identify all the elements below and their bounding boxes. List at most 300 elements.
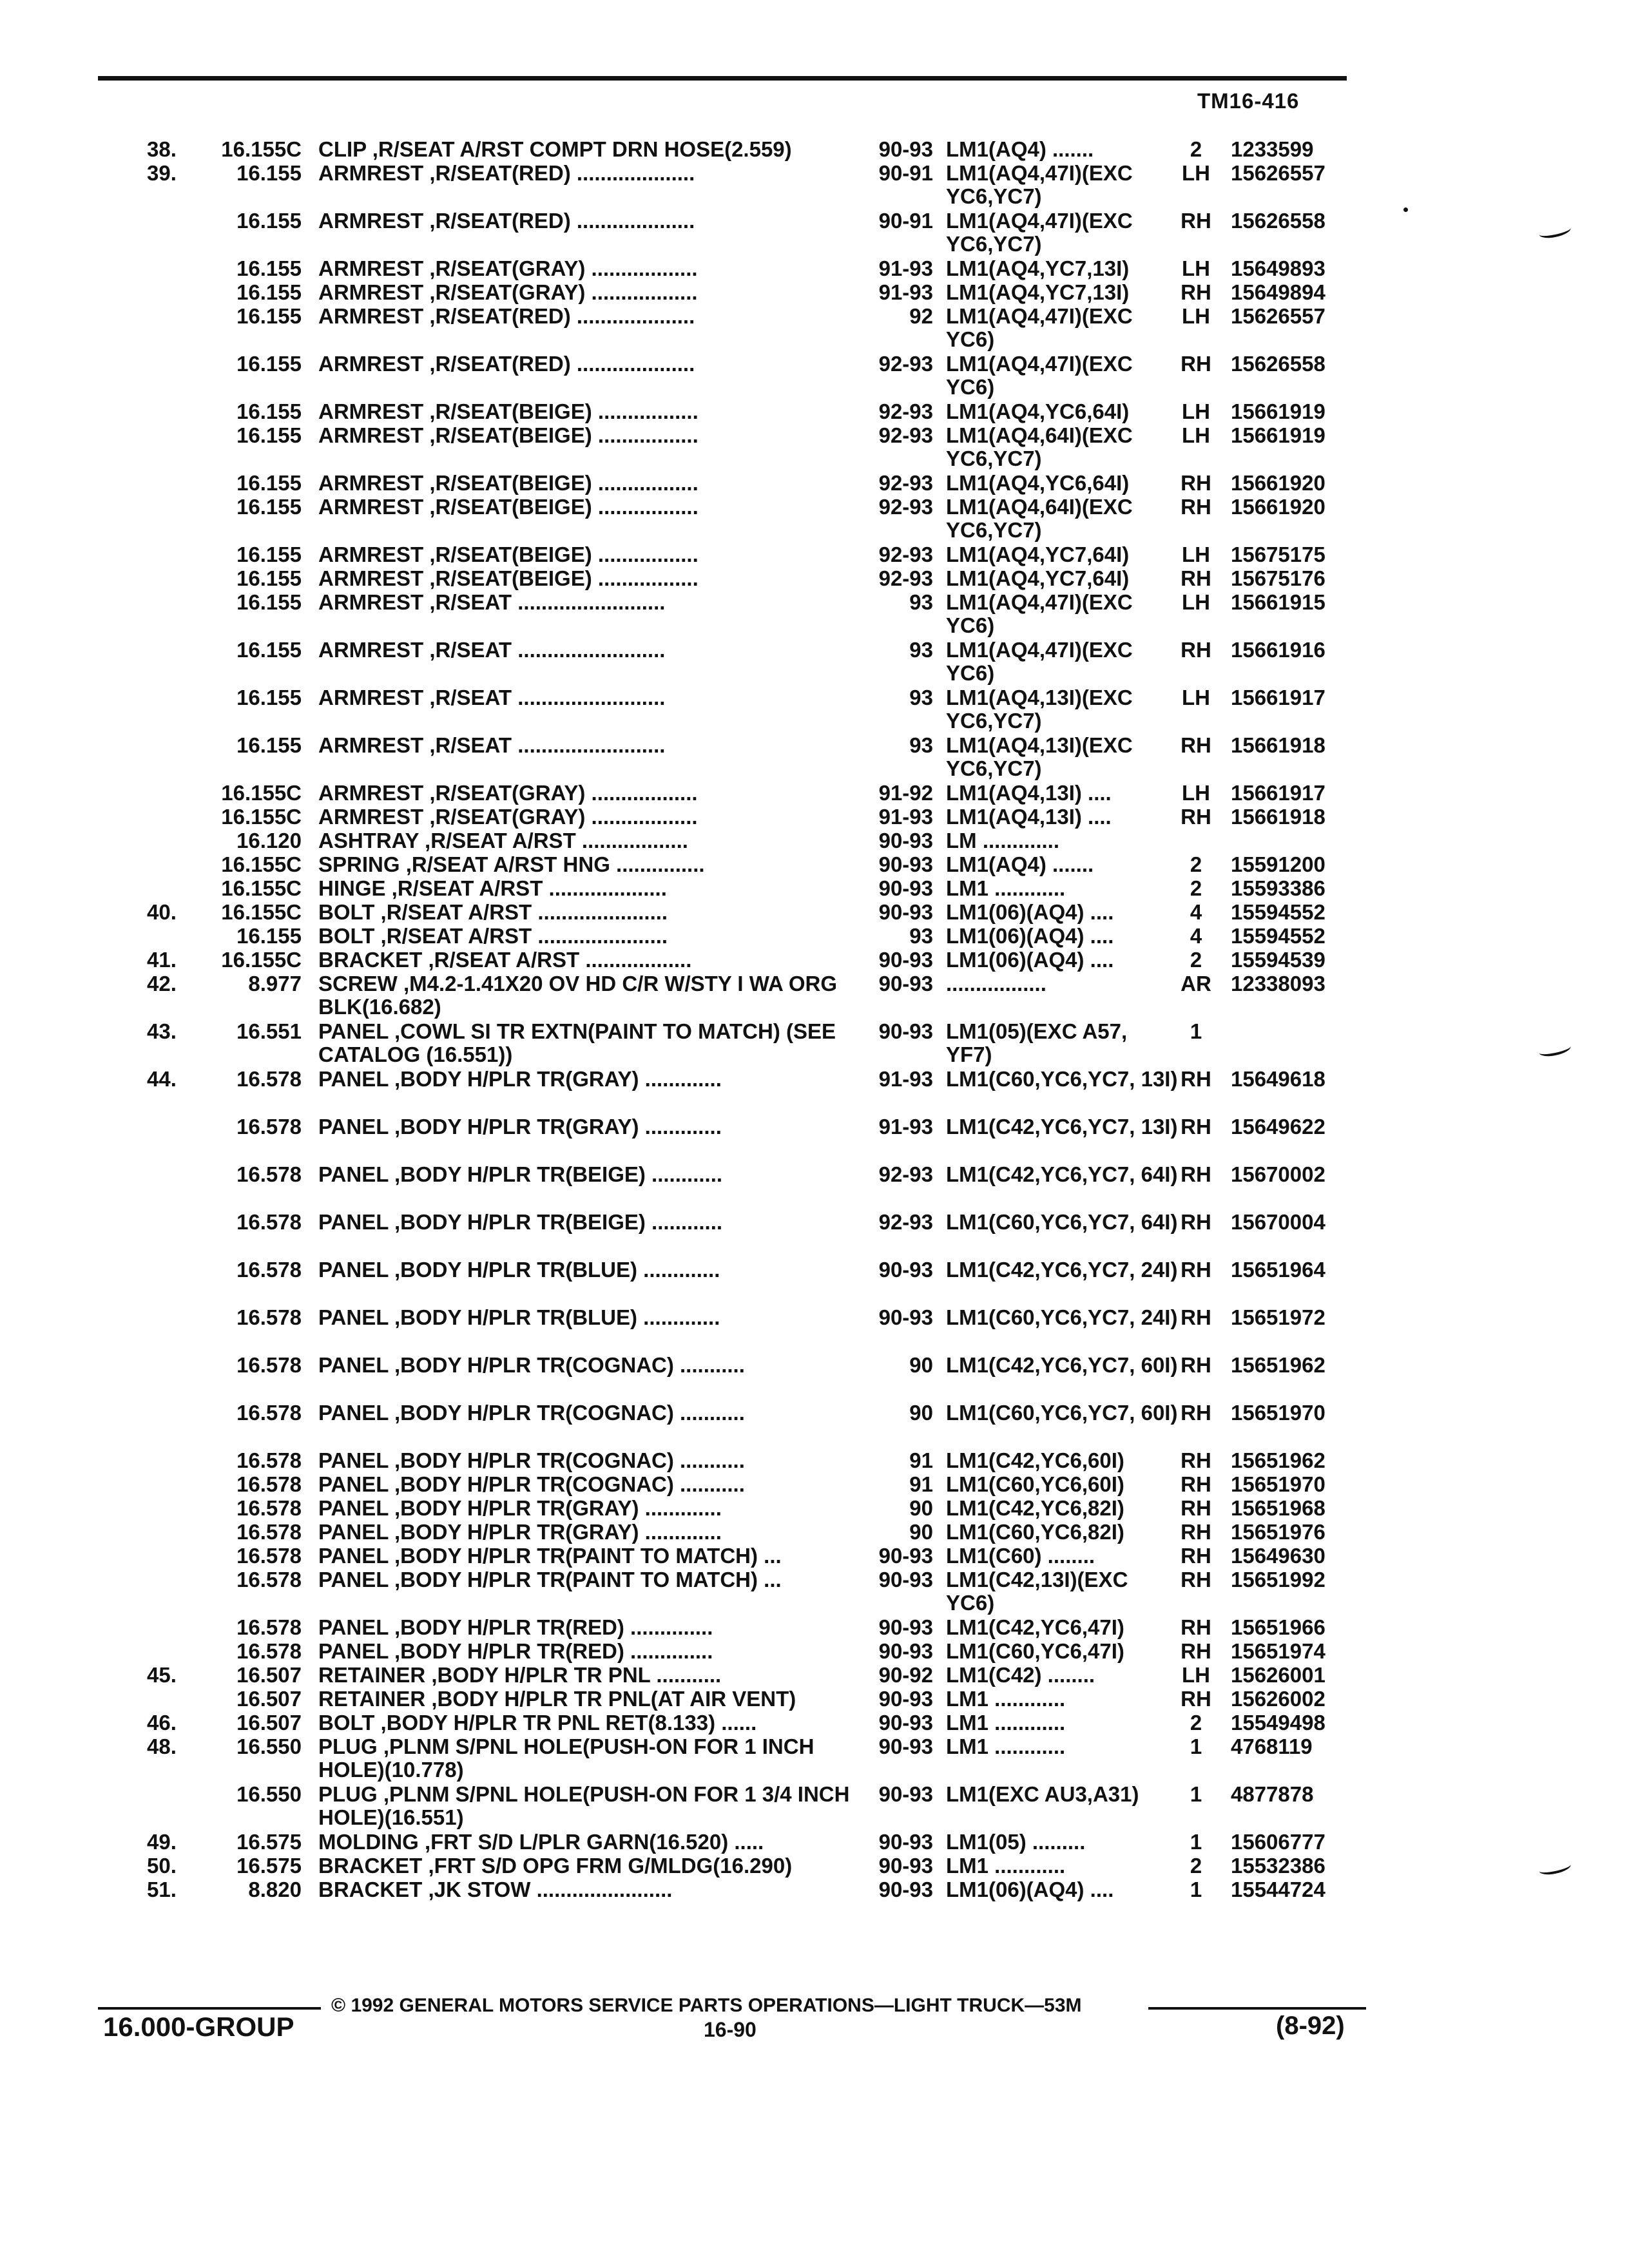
- part-number: 15649894: [1231, 280, 1325, 304]
- table-row: [0, 877, 1629, 901]
- part-description: PANEL ,BODY H/PLR TR(RED) ..............: [318, 1616, 713, 1639]
- table-row: [0, 1854, 1629, 1878]
- model-years: 90-93: [878, 948, 933, 972]
- ref-number: 51.: [147, 1878, 177, 1901]
- footer-rule-right: [1148, 2007, 1366, 2010]
- part-description: ASHTRAY ,R/SEAT A/RST ..................: [318, 829, 688, 852]
- ref-number: 50.: [147, 1854, 177, 1878]
- model-usage: LM1(AQ4,YC6,64I): [946, 399, 1130, 423]
- part-number: 15651964: [1231, 1258, 1325, 1282]
- model-usage: LM1(AQ4,13I)(EXC YC6,YC7): [946, 686, 1133, 733]
- table-row: [0, 639, 1629, 686]
- table-row: [0, 257, 1629, 281]
- ref-number: 40.: [147, 900, 177, 924]
- quantity: RH: [1181, 1544, 1211, 1568]
- part-number: 15651968: [1231, 1496, 1325, 1520]
- part-description: ARMREST ,R/SEAT .........................: [318, 734, 666, 757]
- model-usage: LM1(C42,YC6,YC7, 64I): [946, 1162, 1178, 1186]
- model-usage: LM1(AQ4,YC7,13I): [946, 280, 1130, 304]
- part-description: PANEL ,BODY H/PLR TR(RED) ..............: [318, 1640, 713, 1663]
- model-years: 90-93: [878, 137, 933, 161]
- model-usage: LM1(06)(AQ4) ....: [946, 1878, 1114, 1901]
- part-number: 15626001: [1231, 1663, 1325, 1687]
- model-usage: LM1 ............: [946, 1735, 1066, 1758]
- ref-number: 41.: [147, 948, 177, 972]
- model-usage: LM1(C60,YC6,YC7, 64I): [946, 1210, 1178, 1234]
- part-number: 15626557: [1231, 161, 1325, 185]
- part-number: 4877878: [1231, 1782, 1314, 1806]
- quantity: 4: [1190, 924, 1202, 948]
- group-number: 16.155: [236, 686, 302, 709]
- table-row: [0, 925, 1629, 948]
- part-number: 15649630: [1231, 1544, 1325, 1568]
- group-number: 16.578: [236, 1305, 302, 1329]
- part-number: 15661917: [1231, 686, 1325, 709]
- part-description: ARMREST ,R/SEAT(GRAY) ..................: [318, 805, 698, 829]
- model-usage: LM1(AQ4,YC6,64I): [946, 471, 1130, 495]
- model-usage: LM1(AQ4,YC7,13I): [946, 256, 1130, 280]
- quantity: RH: [1181, 566, 1211, 590]
- model-years: 93: [909, 686, 933, 709]
- model-years: 90-93: [878, 1878, 933, 1901]
- quantity: RH: [1181, 352, 1211, 376]
- table-row: [0, 1449, 1629, 1473]
- model-years: 91: [909, 1448, 933, 1472]
- part-description: SPRING ,R/SEAT A/RST HNG ...............: [318, 853, 705, 876]
- table-row: [0, 1401, 1629, 1449]
- quantity: 2: [1190, 948, 1202, 972]
- group-number: 16.155: [236, 280, 302, 304]
- model-usage: LM1(AQ4,13I)(EXC YC6,YC7): [946, 733, 1133, 780]
- part-number: 15661918: [1231, 733, 1325, 757]
- part-number: 1233599: [1231, 137, 1314, 161]
- part-description: ARMREST ,R/SEAT(GRAY) ..................: [318, 782, 698, 805]
- part-description: PANEL ,BODY H/PLR TR(BLUE) .............: [318, 1306, 720, 1329]
- part-number: 15661920: [1231, 471, 1325, 495]
- group-number: 16.578: [236, 1520, 302, 1544]
- model-usage: LM1 ............: [946, 1687, 1066, 1711]
- model-usage: LM1(C60,YC6,47I): [946, 1639, 1124, 1663]
- quantity: RH: [1181, 209, 1211, 233]
- part-description: PANEL ,BODY H/PLR TR(PAINT TO MATCH) ...: [318, 1568, 782, 1591]
- group-number: 16.155: [236, 256, 302, 280]
- model-usage: LM1(AQ4,47I)(EXC YC6): [946, 352, 1133, 399]
- model-usage: LM1(AQ4,47I)(EXC YC6,YC7): [946, 161, 1133, 208]
- quantity: RH: [1181, 1639, 1211, 1663]
- part-description: ARMREST ,R/SEAT(BEIGE) .................: [318, 495, 699, 519]
- table-row: [0, 352, 1629, 400]
- part-description: CLIP ,R/SEAT A/RST COMPT DRN HOSE(2.559): [318, 138, 792, 161]
- model-years: 90-93: [878, 1258, 933, 1282]
- part-description: PANEL ,BODY H/PLR TR(GRAY) .............: [318, 1115, 722, 1139]
- table-row: [0, 972, 1629, 1020]
- model-usage: LM1(C60,YC6,YC7, 24I): [946, 1305, 1178, 1329]
- model-years: 90-93: [878, 972, 933, 995]
- quantity: RH: [1181, 1353, 1211, 1377]
- part-description: BOLT ,R/SEAT A/RST ......................: [318, 901, 668, 924]
- table-row: [0, 472, 1629, 495]
- model-usage: LM1(AQ4) .......: [946, 137, 1094, 161]
- part-description: ARMREST ,R/SEAT(BEIGE) .................: [318, 400, 699, 423]
- group-number: 16.155: [236, 495, 302, 519]
- model-usage: LM1(C42,YC6,YC7, 60I): [946, 1353, 1178, 1377]
- table-row: [0, 138, 1629, 162]
- model-years: 90-93: [878, 1854, 933, 1878]
- quantity: AR: [1181, 972, 1211, 995]
- model-usage: LM1(AQ4,47I)(EXC YC6,YC7): [946, 209, 1133, 256]
- model-years: 92-93: [878, 399, 933, 423]
- model-years: 90-93: [878, 1568, 933, 1591]
- part-description: ARMREST ,R/SEAT(RED) ....................: [318, 209, 695, 233]
- part-number: 15549498: [1231, 1711, 1325, 1735]
- model-usage: LM1(C42) ........: [946, 1663, 1095, 1687]
- part-number: 15606777: [1231, 1830, 1325, 1854]
- copyright-text: © 1992 GENERAL MOTORS SERVICE PARTS OPERATIONS—LIGHT TRUCK—53M: [331, 1995, 1082, 2016]
- model-years: 90-93: [878, 829, 933, 852]
- quantity: RH: [1181, 1520, 1211, 1544]
- table-row: [0, 567, 1629, 591]
- model-years: 90-93: [878, 1782, 933, 1806]
- table-row: [0, 1306, 1629, 1354]
- table-row: [0, 1068, 1629, 1115]
- parts-table: [0, 138, 1629, 1902]
- model-usage: LM1(AQ4,YC7,64I): [946, 543, 1130, 566]
- model-usage: LM1(06)(AQ4) ....: [946, 924, 1114, 948]
- model-usage: LM1(05)(EXC A57, YF7): [946, 1019, 1128, 1066]
- part-number: 15591200: [1231, 852, 1325, 876]
- group-label: 16.000-GROUP: [103, 2012, 294, 2042]
- group-number: 16.578: [236, 1639, 302, 1663]
- model-years: 90-93: [878, 1019, 933, 1043]
- document-id: TM16-416: [1197, 89, 1300, 113]
- part-number: 15670004: [1231, 1210, 1325, 1234]
- ref-number: 46.: [147, 1711, 177, 1735]
- model-usage: LM1(C60,YC6,YC7, 60I): [946, 1401, 1178, 1425]
- ref-number: 43.: [147, 1019, 177, 1043]
- model-years: 90-93: [878, 1830, 933, 1854]
- model-usage: LM1(C42,YC6,82I): [946, 1496, 1124, 1520]
- part-description: ARMREST ,R/SEAT(GRAY) ..................: [318, 257, 698, 280]
- model-usage: LM1(AQ4,13I) ....: [946, 805, 1112, 829]
- part-number: 15649618: [1231, 1067, 1325, 1091]
- page-number: 16-90: [704, 2018, 757, 2041]
- group-number: 16.155C: [221, 852, 302, 876]
- table-row: [0, 1473, 1629, 1497]
- model-years: 90-93: [878, 1639, 933, 1663]
- model-usage: LM1(C42,YC6,YC7, 24I): [946, 1258, 1178, 1282]
- group-number: 16.578: [236, 1496, 302, 1520]
- part-number: 15661920: [1231, 495, 1325, 519]
- model-years: 93: [909, 590, 933, 614]
- model-usage: LM1(AQ4,47I)(EXC YC6): [946, 590, 1133, 637]
- quantity: RH: [1181, 638, 1211, 662]
- table-row: [0, 686, 1629, 734]
- table-row: [0, 853, 1629, 877]
- quantity: RH: [1181, 1472, 1211, 1496]
- model-years: 90: [909, 1401, 933, 1425]
- model-years: 91-92: [878, 781, 933, 805]
- group-number: 16.155C: [221, 137, 302, 161]
- quantity: 1: [1190, 1830, 1202, 1854]
- group-number: 16.155C: [221, 876, 302, 900]
- part-number: 15649893: [1231, 256, 1325, 280]
- table-row: [0, 1831, 1629, 1854]
- part-number: 15594539: [1231, 948, 1325, 972]
- group-number: 16.550: [236, 1735, 302, 1758]
- model-years: 91-93: [878, 805, 933, 829]
- group-number: 16.578: [236, 1568, 302, 1591]
- quantity: LH: [1182, 1663, 1210, 1687]
- table-row: [0, 400, 1629, 424]
- quantity: RH: [1181, 1615, 1211, 1639]
- part-description: ARMREST ,R/SEAT(RED) ....................: [318, 162, 695, 185]
- revision-date: (8-92): [1276, 2012, 1345, 2040]
- model-years: 90-93: [878, 1711, 933, 1735]
- quantity: LH: [1182, 590, 1210, 614]
- quantity: RH: [1181, 1496, 1211, 1520]
- quantity: RH: [1181, 1258, 1211, 1282]
- top-rule: [98, 76, 1347, 81]
- model-usage: .................: [946, 972, 1046, 995]
- model-years: 93: [909, 924, 933, 948]
- group-number: 16.578: [236, 1353, 302, 1377]
- table-row: [0, 829, 1629, 853]
- table-row: [0, 1544, 1629, 1568]
- quantity: 2: [1190, 1711, 1202, 1735]
- quantity: RH: [1181, 1401, 1211, 1425]
- group-number: 16.155: [236, 733, 302, 757]
- part-number: 15626557: [1231, 304, 1325, 328]
- quantity: RH: [1181, 1115, 1211, 1139]
- group-number: 16.155: [236, 566, 302, 590]
- model-usage: LM1 ............: [946, 876, 1066, 900]
- quantity: 2: [1190, 852, 1202, 876]
- part-number: 15593386: [1231, 876, 1325, 900]
- group-number: 16.551: [236, 1019, 302, 1043]
- group-number: 16.155: [236, 590, 302, 614]
- part-description: PANEL ,BODY H/PLR TR(COGNAC) ...........: [318, 1354, 745, 1377]
- part-description: ARMREST ,R/SEAT(BEIGE) .................: [318, 472, 699, 495]
- part-description: RETAINER ,BODY H/PLR TR PNL ...........: [318, 1664, 722, 1687]
- group-number: 16.155C: [221, 900, 302, 924]
- model-usage: LM1(C42,13I)(EXC YC6): [946, 1568, 1128, 1615]
- model-years: 92-93: [878, 423, 933, 447]
- footer-rule-left: [98, 2007, 321, 2010]
- ref-number: 44.: [147, 1067, 177, 1091]
- part-description: ARMREST ,R/SEAT .........................: [318, 639, 666, 662]
- quantity: RH: [1181, 1448, 1211, 1472]
- group-number: 16.155: [236, 471, 302, 495]
- part-number: 15651970: [1231, 1401, 1325, 1425]
- part-number: 15651962: [1231, 1448, 1325, 1472]
- model-years: 90-93: [878, 876, 933, 900]
- part-description: BRACKET ,FRT S/D OPG FRM G/MLDG(16.290): [318, 1854, 793, 1878]
- table-row: [0, 495, 1629, 543]
- group-number: 16.120: [236, 829, 302, 852]
- table-row: [0, 305, 1629, 352]
- part-number: 15651974: [1231, 1639, 1325, 1663]
- group-number: 8.820: [248, 1878, 302, 1901]
- group-number: 16.507: [236, 1711, 302, 1735]
- part-number: 15626558: [1231, 209, 1325, 233]
- table-row: [0, 1163, 1629, 1211]
- table-row: [0, 1783, 1629, 1831]
- part-description: PANEL ,BODY H/PLR TR(GRAY) .............: [318, 1497, 722, 1520]
- model-years: 90: [909, 1353, 933, 1377]
- table-row: [0, 1020, 1629, 1068]
- part-number: 15661918: [1231, 805, 1325, 829]
- ref-number: 38.: [147, 137, 177, 161]
- model-years: 91-93: [878, 280, 933, 304]
- group-number: 16.155C: [221, 781, 302, 805]
- table-row: [0, 948, 1629, 972]
- model-years: 90-91: [878, 161, 933, 185]
- model-years: 92: [909, 304, 933, 328]
- model-usage: LM1(C42,YC6,47I): [946, 1615, 1124, 1639]
- part-number: 15661919: [1231, 423, 1325, 447]
- quantity: 2: [1190, 876, 1202, 900]
- part-description: MOLDING ,FRT S/D L/PLR GARN(16.520) .....: [318, 1831, 764, 1854]
- quantity: RH: [1181, 733, 1211, 757]
- model-usage: LM1(C60,YC6,60I): [946, 1472, 1124, 1496]
- group-number: 16.155: [236, 638, 302, 662]
- model-usage: LM1(AQ4) .......: [946, 852, 1094, 876]
- table-row: [0, 782, 1629, 805]
- group-number: 16.578: [236, 1615, 302, 1639]
- part-description: PLUG ,PLNM S/PNL HOLE(PUSH-ON FOR 1 INCH HOLE)(10.778): [318, 1735, 815, 1782]
- quantity: LH: [1182, 399, 1210, 423]
- table-row: [0, 901, 1629, 925]
- quantity: 1: [1190, 1878, 1202, 1901]
- group-number: 16.155: [236, 399, 302, 423]
- quantity: LH: [1182, 781, 1210, 805]
- part-number: 15651962: [1231, 1353, 1325, 1377]
- table-row: [0, 1640, 1629, 1664]
- table-row: [0, 424, 1629, 472]
- model-usage: LM1(05) .........: [946, 1830, 1086, 1854]
- part-description: ARMREST ,R/SEAT .........................: [318, 591, 666, 614]
- part-description: SCREW ,M4.2-1.41X20 OV HD C/R W/STY I WA ORG BLK(16.682): [318, 972, 837, 1019]
- table-row: [0, 1664, 1629, 1687]
- model-years: 93: [909, 638, 933, 662]
- group-number: 16.578: [236, 1448, 302, 1472]
- model-years: 91-93: [878, 1067, 933, 1091]
- table-row: [0, 805, 1629, 829]
- quantity: 1: [1190, 1735, 1202, 1758]
- model-years: 90: [909, 1520, 933, 1544]
- model-years: 93: [909, 733, 933, 757]
- group-number: 16.507: [236, 1687, 302, 1711]
- model-years: 91: [909, 1472, 933, 1496]
- table-row: [0, 1258, 1629, 1306]
- model-years: 92-93: [878, 352, 933, 376]
- model-usage: LM1(C60,YC6,82I): [946, 1520, 1124, 1544]
- model-usage: LM1(AQ4,13I) ....: [946, 781, 1112, 805]
- ref-number: 42.: [147, 972, 177, 995]
- part-description: PANEL ,COWL SI TR EXTN(PAINT TO MATCH) (SEE CATALOG (16.551)): [318, 1020, 836, 1066]
- part-description: ARMREST ,R/SEAT(BEIGE) .................: [318, 543, 699, 566]
- part-description: HINGE ,R/SEAT A/RST ....................: [318, 877, 667, 900]
- group-number: 16.578: [236, 1115, 302, 1139]
- group-number: 16.578: [236, 1258, 302, 1282]
- part-number: 15626558: [1231, 352, 1325, 376]
- part-number: 15651970: [1231, 1472, 1325, 1496]
- part-number: 15649622: [1231, 1115, 1325, 1139]
- part-description: ARMREST ,R/SEAT(BEIGE) .................: [318, 424, 699, 447]
- model-years: 90-93: [878, 1687, 933, 1711]
- model-usage: LM1(AQ4,64I)(EXC YC6,YC7): [946, 495, 1133, 542]
- model-usage: LM1(C60) ........: [946, 1544, 1095, 1568]
- table-row: [0, 1521, 1629, 1544]
- quantity: RH: [1181, 805, 1211, 829]
- table-row: [0, 1115, 1629, 1163]
- model-usage: LM1(C42,YC6,60I): [946, 1448, 1124, 1472]
- part-number: 15661919: [1231, 399, 1325, 423]
- scan-dot: [1403, 207, 1408, 212]
- table-row: [0, 543, 1629, 567]
- table-row: [0, 1735, 1629, 1783]
- part-description: ARMREST ,R/SEAT .........................: [318, 686, 666, 709]
- group-number: 16.578: [236, 1401, 302, 1425]
- model-usage: LM1(EXC AU3,A31): [946, 1782, 1139, 1806]
- table-row: [0, 1354, 1629, 1401]
- group-number: 16.155: [236, 209, 302, 233]
- quantity: RH: [1181, 471, 1211, 495]
- model-years: 90-93: [878, 1735, 933, 1758]
- part-description: PANEL ,BODY H/PLR TR(BEIGE) ............: [318, 1211, 723, 1234]
- table-row: [0, 1211, 1629, 1258]
- model-years: 92-93: [878, 1162, 933, 1186]
- model-years: 90-91: [878, 209, 933, 233]
- part-description: PANEL ,BODY H/PLR TR(COGNAC) ...........: [318, 1401, 745, 1425]
- part-description: BRACKET ,JK STOW .......................: [318, 1878, 673, 1901]
- model-usage: LM1(06)(AQ4) ....: [946, 948, 1114, 972]
- group-number: 16.155: [236, 304, 302, 328]
- part-description: ARMREST ,R/SEAT(GRAY) ..................: [318, 281, 698, 304]
- ref-number: 39.: [147, 161, 177, 185]
- part-number: 15651976: [1231, 1520, 1325, 1544]
- model-usage: LM1(AQ4,47I)(EXC YC6): [946, 638, 1133, 685]
- part-description: BOLT ,R/SEAT A/RST ......................: [318, 925, 668, 948]
- model-years: 90-93: [878, 1305, 933, 1329]
- part-description: PANEL ,BODY H/PLR TR(GRAY) .............: [318, 1068, 722, 1091]
- part-description: RETAINER ,BODY H/PLR TR PNL(AT AIR VENT): [318, 1687, 796, 1711]
- model-years: 92-93: [878, 471, 933, 495]
- part-description: ARMREST ,R/SEAT(RED) ....................: [318, 305, 695, 328]
- quantity: LH: [1182, 256, 1210, 280]
- table-row: [0, 1616, 1629, 1640]
- part-number: 15594552: [1231, 924, 1325, 948]
- quantity: RH: [1181, 1210, 1211, 1234]
- model-years: 90-93: [878, 1544, 933, 1568]
- ref-number: 48.: [147, 1735, 177, 1758]
- group-number: 16.507: [236, 1663, 302, 1687]
- part-number: 15651966: [1231, 1615, 1325, 1639]
- part-description: BOLT ,BODY H/PLR TR PNL RET(8.133) ......: [318, 1711, 757, 1735]
- quantity: RH: [1181, 1687, 1211, 1711]
- part-number: 15661917: [1231, 781, 1325, 805]
- quantity: LH: [1182, 686, 1210, 709]
- model-years: 91-93: [878, 256, 933, 280]
- part-description: BRACKET ,R/SEAT A/RST ..................: [318, 948, 692, 972]
- table-row: [0, 1878, 1629, 1902]
- group-number: 16.155: [236, 423, 302, 447]
- model-usage: LM1(AQ4,64I)(EXC YC6,YC7): [946, 423, 1133, 470]
- part-number: 15626002: [1231, 1687, 1325, 1711]
- model-years: 90-93: [878, 1615, 933, 1639]
- part-number: 15675176: [1231, 566, 1325, 590]
- ref-number: 45.: [147, 1663, 177, 1687]
